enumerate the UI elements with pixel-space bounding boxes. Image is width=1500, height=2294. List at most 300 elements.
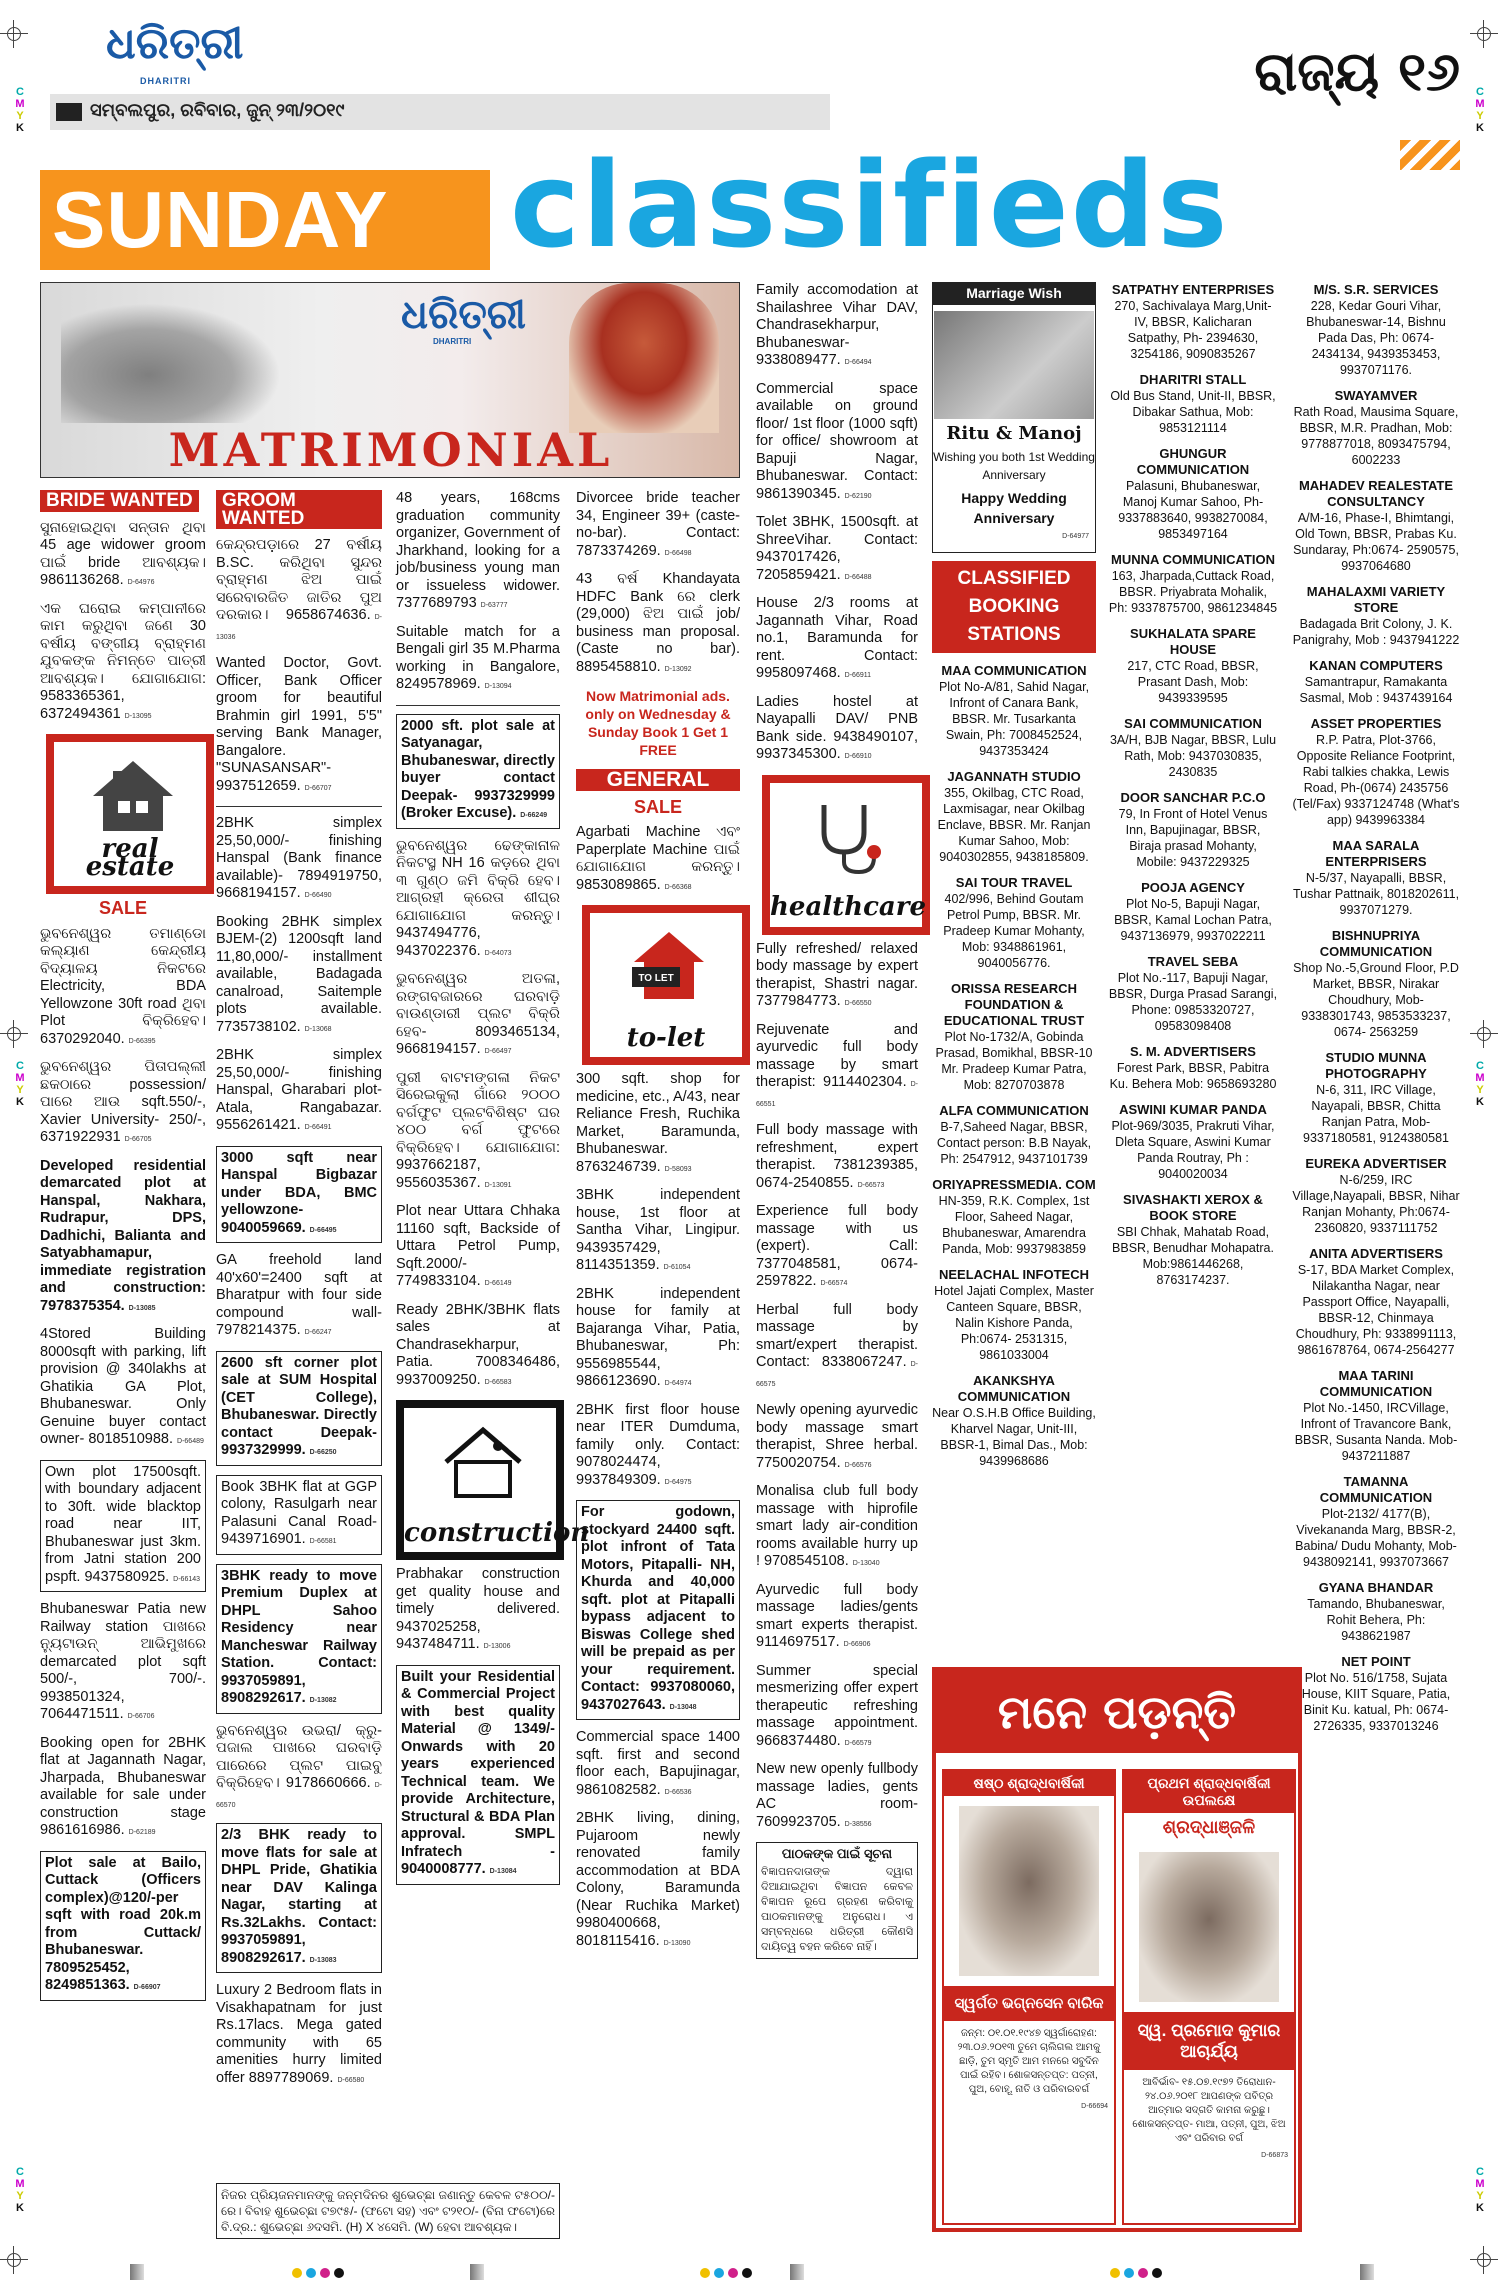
to-let-label: to-let	[626, 1022, 706, 1053]
station-name: TRAVEL SEBA	[1147, 954, 1239, 969]
couple-photo	[934, 311, 1094, 419]
station-address: 355, Okilbag, CTC Road, Laxmisagar, near Okilbag Enclave, BBSR. Mr. Ranjan Kumar Sahoo, Mob: 9040302855, 9438185809.	[937, 785, 1091, 864]
ad-ref: D-66149	[484, 1280, 512, 1287]
booking-station	[1108, 446, 1278, 542]
sale-heading: SALE	[98, 898, 147, 918]
ad-ref: D-66706	[127, 1713, 155, 1720]
classified-ad	[40, 1460, 206, 1593]
ad-text: Tolet 3BHK, 1500sqft. at ShreeVihar. Contact: 9437017426, 7205859421.	[756, 514, 918, 583]
station-address: Samantrapur, Ramakanta Sasmal, Mob : 9437439164	[1299, 675, 1453, 705]
ad-ref: D-13091	[484, 1181, 512, 1189]
column-8	[1292, 282, 1460, 1744]
classified-ad	[756, 1122, 918, 1194]
booking-station	[932, 769, 1096, 865]
booking-station	[1108, 880, 1278, 944]
booking-station	[932, 1177, 1096, 1257]
ad-ref: D-66694	[1081, 2103, 1108, 2110]
marriage-wish-ad	[932, 282, 1096, 553]
general-sale-heading: SALE	[633, 796, 682, 817]
registration-mark	[0, 20, 28, 48]
classified-ad	[216, 1564, 382, 1714]
real-estate-box	[46, 734, 214, 894]
classified-ad	[576, 571, 740, 678]
obituary-right-name: ସ୍ୱ. ପ୍ରମୋଦ କୁମାର ଆଚାର୍ଯ୍ୟ	[1124, 2012, 1294, 2070]
station-address: 402/996, Behind Goutam Petrol Pump, BBSR. Mr. Pradeep Kumar Mohanty, Mob: 9348861961, 9040056776.	[943, 891, 1085, 970]
classified-ad	[756, 1302, 918, 1394]
banner-sunday: SUNDAY	[52, 175, 389, 264]
booking-station	[1292, 584, 1460, 648]
ad-text: 43 ବର୍ଷ Khandayata HDFC Bank ରେ clerk (29,000) ଝିଅ ପାଇଁ job/ business man proposal. (Caste no bar). 8895458810.	[576, 571, 740, 675]
ad-text: କେନ୍ଦ୍ରପଡ଼ାରେ 27 ବର୍ଷୀୟ B.SC. କରିଥିବା ସୁନ୍ଦର ବ୍ରାହ୍ମଣ ଝିଅ ପାଇଁ ସରେବାରଜିତ ଜାତିର ପୁଅ ଦରକାର। 9658674636.	[216, 537, 382, 623]
station-name: JAGANNATH STUDIO	[947, 768, 1081, 784]
print-footer	[0, 2262, 1500, 2292]
booking-station	[1108, 1102, 1278, 1182]
classified-ad	[40, 1059, 206, 1149]
ad-text: 4Stored Building 8000sqft with parking, lift provision @ 340lakhs at Ghatikia GA Plot, Bhubaneswar. Only Genuine buyer contact owner- 8018510988.	[40, 1326, 206, 1447]
ad-text: Divorcee bride teacher 34, Engineer 39+ (caste-no-bar). Contact: 7873374269.	[576, 490, 740, 559]
sale-ads	[40, 926, 206, 2001]
ad-text: Summer special mesmerizing offer expert therapeutic refreshing massage appointment. 9668374480.	[756, 1662, 918, 1749]
ad-text: Built your Residential & Commercial Project with best quality Material @ 1349/- Onwards with 20 years experienced Technical team. We provide Architecture, Structural & BDA Plan approval. SMPL Infratech - 9040008777.	[401, 1668, 555, 1877]
ad-text: Herbal full body massage by smart/expert therapist. Contact: 8338067247.	[756, 1301, 918, 1370]
dateline: ସମ୍ବଲପୁର, ରବିବାର, ଜୁନ୍ ୨୩/୨୦୧୯	[90, 100, 345, 120]
ad-ref: D-13068	[304, 1025, 332, 1033]
ad-ref: D-64977	[1062, 533, 1089, 540]
ad-text: Luxury 2 Bedroom flats in Visakhapatnam for just Rs.17lacs. Mega gated community with 65 amenities hurry limited offer 8897789069.	[216, 1982, 382, 2086]
ad-text: Commercial space available on ground floor/ 1st floor (1000 sqft) for office/ showroom at Bapuji Nagar, Bhubaneswar. Contact: 9861390345.	[756, 380, 918, 502]
ad-ref: D-64974	[664, 1380, 692, 1387]
groom-ads	[576, 490, 740, 678]
portrait-photo	[959, 1806, 1099, 1976]
booking-station	[932, 1103, 1096, 1167]
dateline-bar	[50, 94, 830, 130]
station-name: DHARITRI STALL	[1139, 372, 1247, 387]
ad-ref: D-13094	[484, 683, 512, 690]
matrimonial-logo-sub: DHARITRI	[433, 337, 472, 346]
ad-ref: D-66395	[128, 1037, 156, 1045]
cmyk-marker: C M Y K	[15, 1060, 25, 1108]
station-name: M/S. S.R. SERVICES	[1313, 282, 1439, 297]
classified-ad	[396, 1203, 560, 1293]
groom-wanted-heading: GROOM WANTED	[216, 490, 382, 529]
registration-mark	[1470, 20, 1498, 48]
classified-ad	[756, 282, 918, 372]
ad-text: Developed residential demarcated plot at Hanspal, Nakhara, Rudrapur, DPS, Dadhichi, Balianta and Satyabhamapur, immediate registration and construction: 7978375354.	[40, 1157, 206, 1314]
ad-text: Family accomodation at Shailashree Vihar DAV, Chandrasekharpur, Bhubaneswar- 9338089477.	[756, 282, 918, 368]
ad-ref: D-66536	[664, 1788, 692, 1796]
station-address: Tamando, Bhubaneswar, Rohit Behera, Ph: 9438621987	[1307, 1597, 1445, 1643]
booking-station	[932, 1267, 1096, 1363]
station-address: Plot No-1732/A, Gobinda Prasad, Bomikhal, BBSR-10 Mr. Pradeep Kumar Patra, Mob: 8270703878	[935, 1029, 1093, 1092]
ad-text: 2BHK simplex 25,50,000/- finishing Hanspal, Gharabari plot-Atala, Rangabazar. 9556261421.	[216, 1047, 382, 1133]
banner-stripes	[1400, 140, 1460, 170]
sale-ads	[396, 714, 560, 1392]
ad-text: Suitable match for a Bengali girl 35 M.Pharma working in Bangalore, 8249578969.	[396, 623, 560, 692]
masthead	[40, 10, 1460, 130]
ad-text: Commercial space 1400 sqft. first and second floor each, Bapujinagar, 9861082582.	[576, 1729, 740, 1798]
classified-ad	[40, 1851, 206, 2001]
reader-notice	[756, 1842, 918, 1959]
classified-ad	[576, 1286, 740, 1393]
booking-station	[1292, 1246, 1460, 1358]
dateline-decor	[56, 103, 82, 121]
classified-ad	[40, 601, 206, 726]
station-address: Near O.S.H.B Office Building, Kharvel Nagar, Unit-III, BBSR-1, Bimal Das., Mob: 9439968686	[932, 1405, 1096, 1468]
cmyk-marker: C M Y K	[15, 86, 25, 134]
column-2	[216, 490, 382, 2098]
booking-station	[1108, 716, 1278, 780]
newspaper-logo-sub: DHARITRI	[140, 76, 191, 86]
construction-ads	[396, 1566, 560, 1885]
classified-ad	[756, 1022, 918, 1114]
station-name: SWAYAMVER	[1334, 388, 1418, 403]
ad-ref: D-66573	[857, 1181, 885, 1189]
ad-text: Own plot 17500sqft. with boundary adjacent to 30ft. wide blacktop road near IIT, Bhubaneswar just 3km. from Jatni station 200 pspft. 9437580925.	[45, 1463, 201, 1585]
classified-ad	[576, 1071, 740, 1178]
cmyk-marker: C M Y K	[15, 2166, 25, 2214]
classified-ad	[216, 1823, 382, 1973]
booking-station	[932, 981, 1096, 1093]
color-dots	[292, 2268, 344, 2278]
classified-ad	[576, 1729, 740, 1801]
ad-text: 3000 sqft near Hanspal Bigbazar under BDA, BMC yellowzone- 9040059669.	[221, 1149, 377, 1236]
ad-text: 3BHK independent house, 1st floor at Santha Vihar, Lingipur. 9439357429, 8114351359.	[576, 1187, 740, 1273]
ad-ref: D-66707	[304, 784, 332, 792]
ad-text: 2BHK simplex 25,50,000/- finishing Hanspal (Bank finance available)- 7894919750, 9668194157.	[216, 815, 382, 901]
classified-ad	[396, 1302, 560, 1392]
classified-ad	[40, 1601, 206, 1726]
obituary-left-name: ସ୍ୱର୍ଗତ ଭଗ୍ନସେନ ବାରିକ	[944, 1986, 1114, 2021]
ad-text: Monalisa club full body massage with hiprofile smart lady air-condition rooms available hurry up ! 9708545108.	[756, 1483, 918, 1569]
ad-ref: D-13084	[489, 1868, 517, 1875]
classified-ad	[756, 1663, 918, 1753]
booking-station	[1108, 372, 1278, 436]
classified-ad	[216, 1723, 382, 1815]
classified-ad	[756, 595, 918, 685]
ad-text: Booking open for 2BHK flat at Jagannath Nagar, Jharpada, Bhubaneswar available for sale under construction stage 9861616986.	[40, 1734, 206, 1838]
booking-station	[1108, 954, 1278, 1034]
ad-ref: D-66490	[304, 892, 332, 899]
classified-ad	[40, 520, 206, 592]
ad-ref: D-66488	[844, 573, 872, 581]
cmyk-marker: C M Y K	[1475, 2166, 1485, 2214]
station-name: ANITA ADVERTISERS	[1309, 1246, 1443, 1261]
classified-ad	[40, 926, 206, 1051]
station-address: S-17, BDA Market Complex, Nilakantha Nagar, near Passport Office, Nayapalli, BBSR-12, Chinmaya Choudhury, Ph: 9338991113, 9861678764, 0674-2564277	[1295, 1263, 1457, 1357]
booking-station	[1108, 552, 1278, 616]
ad-ref: D-66579	[844, 1739, 872, 1747]
general-heading: GENERAL	[576, 769, 740, 791]
classified-ad	[576, 1187, 740, 1277]
ad-ref: D-66368	[664, 883, 692, 891]
ad-text: Booking 2BHK simplex BJEM-(2) 1200sqft land 11,80,000/- installment available, Badagada canalroad, Saitemple plots available. 7735738102.	[216, 913, 382, 1035]
station-name: DOOR SANCHAR P.C.O	[1120, 790, 1266, 805]
color-dots	[700, 2268, 752, 2278]
couple-names: Ritu & Manoj	[946, 422, 1082, 444]
booking-station	[1108, 790, 1278, 870]
ad-text: Wanted Doctor, Govt. Officer, Bank Officer groom for beautiful Brahmin girl 1991, 5'5" serving Bank Manager, Bangalore. "SUNASANSAR"- 9937512659.	[216, 655, 382, 794]
classified-ad	[576, 1500, 740, 1720]
ad-ref: D-13085	[128, 1304, 156, 1312]
ad-ref: D-66910	[844, 753, 872, 760]
ad-ref: D-66574	[820, 1280, 848, 1287]
ad-ref: D-13006	[483, 1643, 511, 1650]
classified-ad	[576, 824, 740, 896]
station-address: N-6/259, IRC Village,Nayapali, BBSR, Nihar Ranjan Mohanty, Ph:0674-2360820, 9337111752	[1292, 1173, 1460, 1235]
banner-classifieds: classifieds	[510, 136, 1230, 274]
reader-notice-text: ବିଜ୍ଞାପନଦାତାଙ୍କ ଦ୍ୱାରା ଦିଆଯାଇଥିବା ବିଜ୍ଞାପନ କେବଳ ବିଜ୍ଞାପନ ରୂପେ ଗ୍ରହଣ କରିବାକୁ ପାଠକମାନଙ୍କୁ ଅନୁରୋଧ। ଏ ସମ୍ବନ୍ଧରେ ଧରିତ୍ରୀ କୌଣସି ଦାୟିତ୍ୱ ବହନ କରିବେ ନାହିଁ।	[761, 1866, 913, 1953]
station-address: 217, CTC Road, BBSR, Prasant Dash, Mob: 9439339595	[1127, 659, 1259, 705]
ad-text: Prabhakar construction get quality house and timely delivered. 9437025258, 9437484711.	[396, 1566, 560, 1652]
classified-ad	[576, 1402, 740, 1492]
booking-station	[1292, 388, 1460, 468]
booking-station	[1292, 1580, 1460, 1644]
station-name: POOJA AGENCY	[1141, 880, 1245, 895]
classified-ad	[756, 1203, 918, 1293]
station-address: 228, Kedar Gouri Vihar, Bhubaneswar-14, Bishnu Pada Das, Ph: 0674- 2434134, 9439353453, 9937071176.	[1306, 299, 1446, 377]
booking-station	[1292, 478, 1460, 574]
booking-station	[1292, 1474, 1460, 1570]
station-name: NET POINT	[1341, 1654, 1411, 1669]
ad-ref: D-66143	[173, 1575, 201, 1583]
classified-ad	[216, 1982, 382, 2089]
station-name: ASSET PROPERTIES	[1310, 716, 1442, 731]
station-name: EUREKA ADVERTISER	[1305, 1156, 1447, 1171]
column-5	[756, 282, 926, 1959]
ad-text: Ayurvedic full body massage ladies/gents smart experts therapist. 9114697517.	[756, 1581, 918, 1650]
classified-ad	[396, 1070, 560, 1195]
healthcare-box	[762, 775, 930, 935]
ad-text: 48 years, 168cms graduation community organizer, Government of Jharkhand, looking for a job/business young man or issueless widower. 7377689793	[396, 490, 560, 611]
greetings-notice-text: ନିଜର ପ୍ରିୟଜନମାନଙ୍କୁ ଜନ୍ମଦିନର ଶୁଭେଚ୍ଛା ଜଣାନ୍ତୁ କେବଳ ଟ୫୦୦/-ରେ। ବିବାହ ଶୁଭେଚ୍ଛା ଟ୭୯୫/- (ଫଟୋ ସହ) ଏବଂ ଟ୨୧୦/- (ବିନା ଫଟୋ)ରେ ବି.ଦ୍ର.: ଶୁଭେଚ୍ଛା ୬ଦସମି. (H) X ୪ସେମି. (W) ହେବା ଆବଶ୍ୟକ।	[216, 2183, 560, 2239]
ad-ref: D-66249	[520, 812, 548, 819]
station-address: Plot No.-1450, IRCVillage, Infront of Travancore Bank, BBSR, Susanta Nanda. Mob- 9437211887	[1294, 1401, 1458, 1463]
classified-ad	[216, 1475, 382, 1555]
ad-text: Experience full body massage with us (expert). Call: 7377048581, 0674-2597822.	[756, 1203, 918, 1289]
ad-ref: D-66494	[844, 359, 872, 366]
healthcare-ads	[756, 941, 918, 1834]
booking-station	[1292, 928, 1460, 1040]
classified-ad	[756, 381, 918, 506]
gray-bar	[470, 2264, 484, 2280]
classified-ad	[40, 1326, 206, 1451]
healthcare-label: healthcare	[770, 892, 926, 922]
ad-ref: D-13036	[216, 614, 382, 641]
obituary-right-text: ଆବିର୍ଭାବ- ୧୫.୦୭.୧୯୭୨ ତିରୋଧାନ- ୨୪.୦୬.୨୦୧୮ ଆପଣଙ୍କ ପବିତ୍ର ଆତ୍ମାର ସଦ୍‌ଗତି କାମନା କରୁଛୁ। ଶୋକସନ୍ତପ୍ତ- ମାଆ, ପତ୍ନୀ, ପୁଅ, ଝିଅ ଏବଂ ପରିବାର ବର୍ଗ	[1132, 2077, 1286, 2144]
cmyk-marker: C M Y K	[1475, 86, 1485, 134]
ad-ref: D-13082	[309, 1697, 337, 1704]
divider	[216, 806, 382, 807]
station-name: SUKHALATA SPARE HOUSE	[1130, 626, 1256, 657]
ad-ref: D-13083	[309, 1956, 337, 1964]
station-name: BISHNUPRIYA COMMUNICATION	[1319, 928, 1433, 959]
station-address: Plot No-A/81, Sahid Nagar, Infront of Canara Bank, BBSR. Mr. Tusarkanta Swain, Ph: 7008452524, 9437353424	[938, 679, 1090, 758]
groom-ads	[216, 537, 382, 797]
ad-text: 2BHK living, dining, Pujaroom newly renovated family accommodation at BDA Colony, Baramunda (Near Ruchika Market) 9980400668, 8018115416.	[576, 1810, 740, 1949]
station-name: SAI TOUR TRAVEL	[955, 874, 1073, 890]
ad-ref: D-13048	[669, 1703, 697, 1711]
stethoscope-icon	[804, 797, 894, 877]
reader-notice-heading: ପାଠକଙ୍କ ପାଇଁ ସୂଚନା	[781, 1846, 893, 1861]
wish-text: Wishing you both 1st Wedding Anniversary	[933, 450, 1095, 482]
booking-station	[1108, 282, 1278, 362]
station-address: 79, In Front of Hotel Venus Inn, Bapujinagar, BBSR, Biraja prasad Mohanty, Mobile: 9437229325	[1118, 807, 1268, 869]
classified-ad	[40, 1158, 206, 1318]
ad-text: For godown, stockyard 24400 sqft. plot infront of Tata Motors, Pitapalli- NH, Khurda and 40,000 sqft. plot at Pitapalli bypass adjacent to Biswas College shed will be prepaid as per your requirement. Contact: 9937080060, 9437027643.	[581, 1504, 735, 1713]
ad-text: 2BHK independent house for family at Bajaranga Vihar, Patia, Bhubaneswar, Ph: 9556985544, 9866123690.	[576, 1285, 740, 1389]
booking-station	[1108, 1044, 1278, 1092]
ad-ref: D-61054	[663, 1264, 691, 1271]
ad-ref: D-62190	[844, 492, 872, 500]
station-name: SAI COMMUNICATION	[1124, 716, 1262, 731]
classified-ad	[396, 1566, 560, 1656]
ad-text: ସୁନାହୋଇଥିବା ସନ୍ତାନ ଥିବା 45 age widower groom ପାଇଁ bride ଆବଶ୍ୟକ। 9861136268.	[40, 519, 206, 588]
ad-text: ପୁରୀ ବାଟମଙ୍ଗଳା ନିକଟ ସିରେଇକୁଲା ଗାଁରେ ୨୦୦୦ ବର୍ଗଫୁଟ ପ୍ଲଟବିଶିଷ୍ଟ ଘର ୪୦୦ ବର୍ଗ ଫୁଟରେ ବିକ୍ରିହେବ। ଯୋଗାଯୋଗ: 9937662187, 9556035367.	[396, 1069, 560, 1191]
classified-ad	[396, 490, 560, 615]
ad-ref: D-66497	[484, 1048, 512, 1055]
to-let-ads	[756, 282, 918, 766]
column-7	[1108, 282, 1278, 1298]
station-name: SATPATHY ENTERPRISES	[1111, 282, 1275, 297]
station-address: Badagada Brit Colony, J. K. Panigrahy, Mob : 9437941222	[1292, 617, 1460, 647]
station-address: Plot No.-117, Bapuji Nagar, BBSR, Durga Prasad Sarangi, Phone: 09853320727, 09583098408	[1108, 971, 1278, 1033]
booking-stations	[1108, 282, 1278, 1288]
station-name: GHUNGUR COMMUNICATION	[1136, 446, 1250, 477]
ad-text: 2/3 BHK ready to move flats for sale at DHPL Pride, Ghatikia near DAV Kalinga Nagar, starting at Rs.32Lakhs. Contact: 9937059891, 8908292617.	[221, 1827, 377, 1966]
to-let-sign: TO LET	[638, 973, 674, 984]
classified-ad	[216, 655, 382, 797]
ad-ref: D-66498	[664, 549, 692, 557]
ad-ref: D-66575	[756, 1361, 918, 1388]
column-4	[576, 490, 740, 1961]
ad-text: Book 3BHK flat at GGP colony, Rasulgarh near Palasuni Canal Road- 9439716901.	[221, 1478, 377, 1547]
booking-station	[1292, 716, 1460, 828]
ad-ref: D-66907	[133, 1984, 161, 1991]
column-3	[396, 490, 590, 1894]
obituary-right-sub: ଶ୍ରଦ୍ଧାଞ୍ଜଳି	[1124, 1813, 1294, 1842]
anniversary-text: Happy Wedding Anniversary	[961, 490, 1067, 526]
ad-ref: D-13092	[664, 665, 692, 673]
ad-text: Full body massage with refreshment, expert therapist. 7381239385, 0674-2540855.	[756, 1122, 918, 1191]
ad-text: New new openly fullbody massage ladies, gents AC room- 7609923705.	[756, 1761, 918, 1830]
page-section-title: ରାଜ୍ୟ ୧୬	[1254, 40, 1460, 103]
ad-ref: D-66873	[1261, 2152, 1288, 2159]
classified-ad	[216, 1252, 382, 1342]
ad-ref: D-63777	[480, 602, 508, 609]
cmyk-marker: C M Y K	[1475, 1060, 1485, 1108]
station-name: ASWINI KUMAR PANDA	[1119, 1102, 1267, 1117]
station-name: MUNNA COMMUNICATION	[1111, 552, 1275, 567]
station-address: R.P. Patra, Plot-3766, Opposite Reliance Footprint, Rabi talkies chakka, Lewis Road, Ph-(0674) 2435756 (Tel/Fax) 9337124748 (What's app) 9439963384	[1292, 733, 1460, 827]
station-address: Shop No.-5,Ground Floor, P.D Market, BBSR, Nirakar Choudhury, Mob- 9338301743, 9853533237, 0674- 2563259	[1293, 961, 1459, 1039]
station-name: ORISSA RESEARCH FOUNDATION & EDUCATIONAL TRUST	[943, 980, 1085, 1028]
newspaper-logo: ଧରିତ୍ରୀ	[106, 18, 244, 69]
booking-station	[1108, 1192, 1278, 1288]
ad-text: GA freehold land 40'x60'=2400 sqft at Bharatpur with four side compound wall- 7978214375.	[216, 1252, 382, 1338]
ad-text: ଭୁବନେଶ୍ୱର ଢେଙ୍କାନାଳ ନିକଟସ୍ଥ NH 16 କଡ଼ରେ ଥିବା ୩ ଗୁଣ୍ଠ ଜମି ବିକ୍ରି ହେବ। ଆଗ୍ରହୀ କ୍ରେତା ଶୀଘ୍ର ଯୋଗାଯୋଗ କରନ୍ତୁ। 9437494776, 9437022376.	[396, 837, 560, 959]
to-let-box	[582, 905, 750, 1065]
classified-ad	[576, 490, 740, 562]
station-name: MAA SARALA ENTERPRISERS	[1325, 838, 1427, 869]
ad-text: Ready 2BHK/3BHK flats sales at Chandrasekharpur, Patia. 7008346486, 9937009250.	[396, 1301, 560, 1388]
construction-icon	[438, 1422, 528, 1502]
color-dots	[1110, 2268, 1162, 2278]
station-name: MAA TARINI COMMUNICATION	[1319, 1368, 1433, 1399]
booking-station	[1292, 1368, 1460, 1464]
house-icon	[88, 756, 178, 836]
station-address: Palasuni, Bhubaneswar, Manoj Kumar Sahoo, Ph- 9337883640, 9938270084, 9853497164	[1118, 479, 1268, 541]
ad-text: Ladies hostel at Nayapalli DAV/ PNB Bank side. 9438490107, 9937345300.	[756, 693, 918, 762]
ad-text: ଭୁବନେଶ୍ୱର ପିତାପଲ୍ଲୀ ଛକଠାରେ possession/ ପାରେ ଆଉ sqft.550/-, Xavier University- 250/-, 6371922931	[40, 1059, 206, 1145]
ad-ref: D-58093	[664, 1165, 692, 1173]
ad-text: 2600 sft corner plot sale at SUM Hospital (CET College), Bhubaneswar. Directly contact Deepak- 9937329999.	[221, 1354, 377, 1458]
classified-ad	[756, 1582, 918, 1654]
classified-ad	[396, 714, 560, 829]
classified-ad	[576, 1810, 740, 1952]
station-name: SIVASHAKTI XEROX & BOOK STORE	[1123, 1192, 1263, 1223]
classified-ad	[756, 1761, 918, 1833]
classified-ad	[756, 694, 918, 766]
station-address: A/M-16, Phase-I, Bhimtangi, Old Town, BBSR, Prabas Ku. Sundaray, Ph:0674- 2590575, 9937064680	[1293, 511, 1459, 573]
ad-ref: D-66906	[843, 1641, 871, 1648]
station-name: STUDIO MUNNA PHOTOGRAPHY	[1325, 1050, 1427, 1081]
station-name: S. M. ADVERTISERS	[1130, 1044, 1256, 1059]
classified-ad	[396, 1665, 560, 1885]
gray-bar	[1360, 2264, 1374, 2280]
classified-ad	[216, 1047, 382, 1137]
booking-station	[932, 875, 1096, 971]
classified-ad	[756, 514, 918, 586]
ad-ref: D-66491	[304, 1124, 332, 1131]
ad-ref: D-66489	[177, 1438, 204, 1445]
booking-station	[1292, 1050, 1460, 1146]
ad-text: Agarbati Machine ଏବଂ Paperplate Machine ପାଇଁ ଯୋଗାଯୋଗ କରନ୍ତୁ। 9853089865.	[576, 824, 740, 893]
ad-ref: D-64073	[484, 949, 512, 957]
bride-wanted-heading: BRIDE WANTED	[40, 490, 199, 512]
real-estate-label: real estate	[85, 834, 175, 882]
classified-ad	[216, 914, 382, 1039]
station-address: N-6, 311, IRC Village, Nayapali, BBSR, Chitta Ranjan Patra, Mob-9337180581, 9124380581	[1303, 1083, 1449, 1145]
ad-ref: D-38556	[844, 1820, 872, 1828]
classified-ad	[756, 1402, 918, 1474]
bride-photo	[569, 283, 719, 433]
classified-ad	[756, 1483, 918, 1573]
station-name: ALFA COMMUNICATION	[939, 1102, 1089, 1118]
station-address: B-7,Saheed Nagar, BBSR, Contact person: B.B Nayak, Ph: 2547912, 9437101739	[936, 1119, 1092, 1166]
ad-ref: D-13095	[124, 712, 152, 720]
obituary-box	[932, 1667, 1302, 2232]
couple-photo	[61, 303, 281, 423]
ad-ref: D-66247	[304, 1329, 332, 1336]
classified-ad	[396, 971, 560, 1061]
ad-ref: D-13090	[663, 1939, 691, 1947]
matrimonial-promo: Now Matrimonial ads. only on Wednesday & Sunday Book 1 Get 1 FREE	[585, 688, 731, 758]
station-name: ORIYAPRESSMEDIA. COM	[932, 1176, 1096, 1192]
ad-text: ଭୁବନେଶ୍ୱର ଉଭରା/ କ୍ରୁ-ପଜାଲ ପାଖରେ ଘରବାଡ଼ି ପାରେରେ ପ୍ଲଟ ପାଇବୁ ବିକ୍ରିହେବ। 9178660666.	[216, 1722, 382, 1791]
booking-station	[1108, 626, 1278, 706]
construction-box	[396, 1400, 590, 1560]
classified-ad	[216, 537, 382, 646]
column-1	[40, 490, 206, 2010]
station-address: Old Bus Stand, Unit-II, BBSR, Dibakar Sathua, Mob: 9853121114	[1110, 389, 1276, 435]
station-address: Plot-2132/ 4177(B), Vivekananda Marg, BBSR-2, Babina/ Dudu Mohanty, Mob-9438092141, 9937073667	[1295, 1507, 1457, 1569]
ad-ref: D-62189	[128, 1829, 156, 1836]
ad-text: ଭୁବନେଶ୍ୱର ଅତଳା, ରଙ୍ଗବଜାରରେ ଘରବାଡ଼ି ବାଉଣ୍ଡାରୀ ପ୍ଲଟ ବିକ୍ରି ହେବ- 8093465134, 9668194157.	[396, 971, 560, 1057]
ad-text: House 2/3 rooms at Jagannath Vihar, Road no.1, Baramunda for rent. Contact: 9958097468.	[756, 595, 918, 681]
ad-ref: D-66705	[124, 1136, 152, 1143]
sale-ads	[216, 815, 382, 2089]
registration-mark	[1470, 1020, 1498, 1048]
